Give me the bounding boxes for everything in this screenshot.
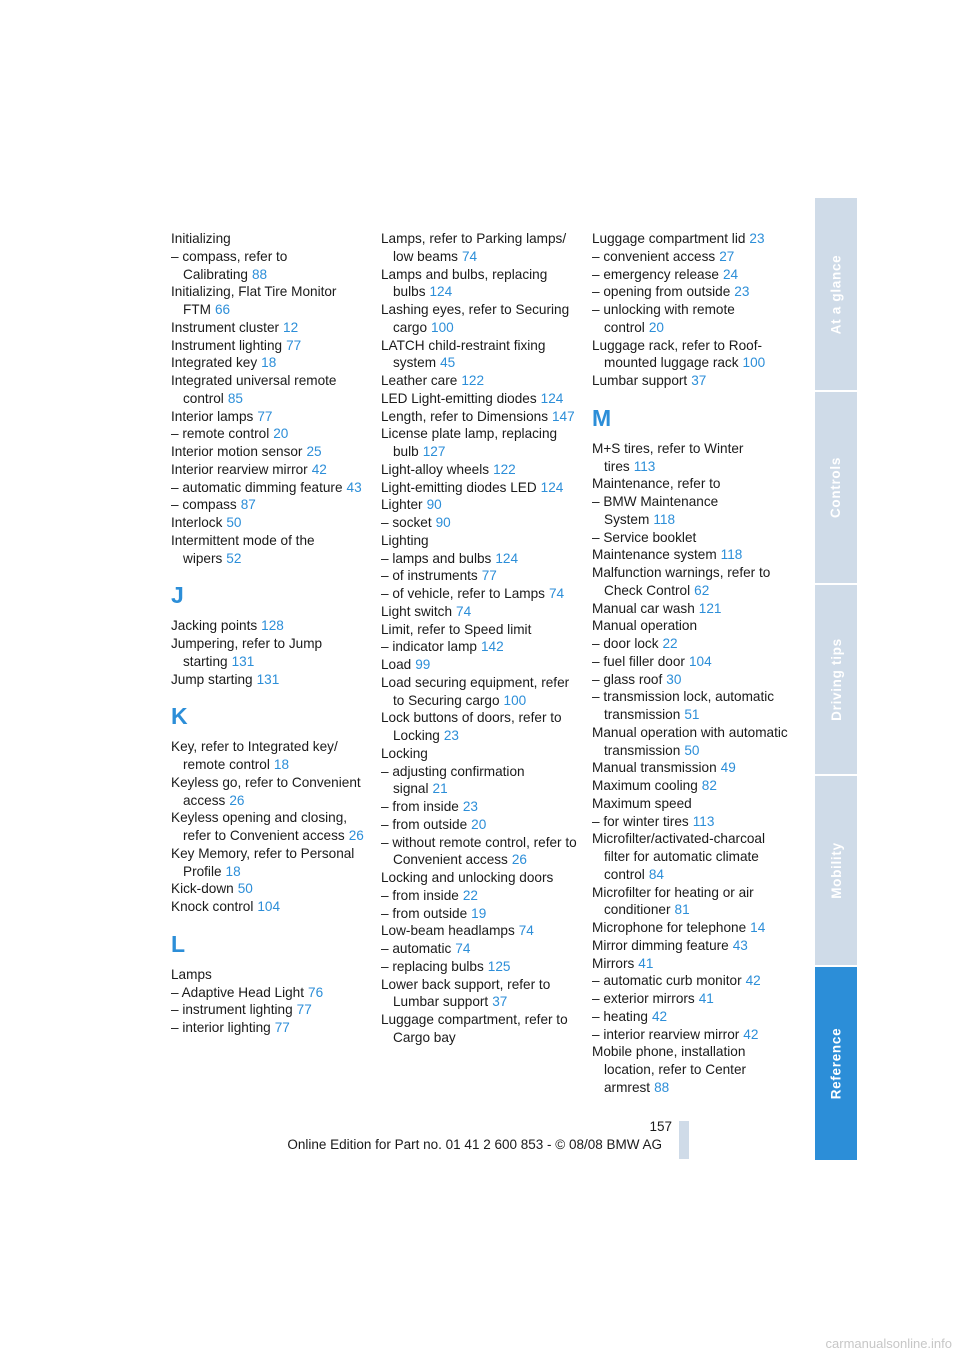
page-link[interactable]: 41: [638, 955, 654, 971]
index-term: Mobile phone, installation location, refer to Center armrest: [592, 1044, 747, 1095]
page-link[interactable]: 74: [548, 586, 565, 601]
tab-reference[interactable]: Reference: [815, 967, 857, 1160]
page-link[interactable]: 50: [226, 515, 242, 530]
page-link[interactable]: 22: [662, 636, 678, 651]
index-entry: [592, 248, 788, 266]
index-term: Light switch: [381, 603, 453, 619]
index-term: – instrument lighting: [171, 1002, 293, 1018]
index-entry: [381, 1011, 577, 1047]
page-link[interactable]: 85: [227, 390, 243, 406]
index-term: Lower back support, refer to Lumbar support: [381, 976, 551, 1010]
index-entry: [592, 813, 788, 831]
index-entry: [592, 529, 788, 547]
index-entry: [171, 1001, 367, 1019]
index-entry: [592, 919, 788, 937]
index-entry: [171, 230, 367, 248]
index-term: Jacking points: [171, 618, 258, 634]
page-link[interactable]: 42: [311, 461, 327, 477]
index-term: Load securing equipment, refer to Securing cargo: [381, 674, 570, 708]
index-entry: [381, 798, 577, 816]
page-link[interactable]: 128: [261, 618, 284, 634]
index-entry: [171, 1019, 367, 1037]
tab-mobility[interactable]: Mobility: [815, 776, 857, 965]
index-term: – emergency release: [592, 266, 719, 282]
index-term: Maximum cooling: [592, 778, 698, 793]
index-term: Lamps, refer to Parking lamps/ low beams: [381, 231, 567, 264]
index-term: Manual car wash: [592, 600, 695, 616]
page-link[interactable]: 77: [274, 1020, 290, 1035]
index-entry: [171, 635, 367, 671]
page-link[interactable]: 142: [480, 639, 504, 655]
page-link[interactable]: 19: [471, 905, 487, 921]
page-link[interactable]: 42: [651, 1008, 668, 1024]
index-term: Knock control: [171, 899, 254, 914]
index-entry: [171, 372, 367, 408]
index-entry: [381, 621, 577, 639]
index-term: – exterior mirrors: [592, 991, 695, 1006]
index-entry: [381, 337, 577, 373]
index-entry: [592, 1043, 788, 1096]
page-link[interactable]: 74: [456, 603, 472, 619]
index-term: – heating: [592, 1008, 648, 1024]
index-term: Maintenance, refer to: [592, 476, 721, 492]
page-link[interactable]: 50: [684, 742, 700, 758]
page-link[interactable]: 76: [308, 984, 324, 1000]
index-term: Microfilter/activated-charcoal filter for automatic climate control: [592, 831, 766, 882]
section-letter: M: [592, 404, 612, 431]
section-letter: J: [171, 582, 184, 609]
section-letter: K: [171, 703, 188, 730]
page-link[interactable]: 90: [435, 515, 451, 530]
index-term: Lashing eyes, refer to Securing cargo: [381, 302, 570, 335]
index-entry: [381, 301, 577, 337]
page-link[interactable]: 124: [540, 479, 564, 495]
index-term: Locking and unlocking doors: [381, 870, 554, 885]
index-entry: [381, 603, 577, 621]
page-link[interactable]: 62: [694, 582, 710, 598]
index-entry: [592, 635, 788, 653]
index-term: – compass: [171, 497, 237, 513]
index-term: Interlock: [171, 515, 223, 530]
index-entry: [171, 461, 367, 479]
index-term: – of instruments: [381, 568, 478, 584]
index-entry: [171, 443, 367, 461]
index-term: Initializing, Flat Tire Monitor FTM: [171, 284, 337, 317]
page-link[interactable]: 51: [684, 707, 700, 722]
index-term: – from inside: [381, 799, 459, 814]
index-term: License plate lamp, replacing bulb: [381, 426, 558, 459]
page-link[interactable]: 81: [674, 902, 690, 918]
index-term: – compass, refer to Calibrating: [171, 248, 288, 282]
index-term: Lamps and bulbs, replacing bulbs: [381, 266, 548, 300]
index-entry: [171, 532, 367, 568]
index-entry: [171, 774, 367, 810]
index-term: – replacing bulbs: [381, 958, 484, 974]
index-entry: [171, 738, 367, 774]
index-term: Jump starting: [171, 671, 253, 687]
index-term: – from outside: [381, 816, 468, 832]
index-entry: [171, 898, 367, 916]
index-term: Maintenance system: [592, 547, 717, 563]
index-entry: [592, 688, 788, 724]
index-term: Manual operation with automatic transmission: [592, 724, 788, 758]
index-entry: [381, 834, 577, 870]
page-link[interactable]: 87: [240, 497, 256, 513]
index-term: Malfunction warnings, refer to Check Control: [592, 565, 771, 598]
index-entry: [171, 283, 367, 319]
index-term: – glass roof: [592, 671, 663, 687]
index-term: Integrated universal remote control: [171, 373, 337, 406]
index-term: – from inside: [381, 887, 459, 903]
page-link[interactable]: 88: [251, 266, 268, 282]
index-entry: [592, 724, 788, 760]
page-number-bar: [679, 1121, 689, 1159]
page-link[interactable]: 127: [422, 444, 446, 459]
page-link[interactable]: 125: [487, 958, 511, 974]
page-link[interactable]: 104: [257, 899, 281, 914]
index-term: Interior lamps: [171, 408, 254, 424]
index-entry: [592, 990, 788, 1008]
index-entry: [381, 372, 577, 390]
page-link[interactable]: 100: [503, 692, 527, 708]
index-term: Lumbar support: [592, 373, 688, 388]
index-term: – remote control: [171, 426, 270, 442]
index-term: Leather care: [381, 373, 458, 388]
index-term: Interior motion sensor: [171, 444, 303, 459]
index-term: Maximum speed: [592, 795, 692, 811]
index-term: Lamps: [171, 966, 212, 982]
index-term: – opening from outside: [592, 284, 731, 300]
index-term: – socket: [381, 515, 432, 530]
index-entry: [592, 266, 788, 284]
page-link[interactable]: 124: [540, 390, 564, 406]
index-column-3: [592, 230, 788, 1097]
index-entry: [171, 880, 367, 898]
page-link[interactable]: 100: [742, 355, 766, 371]
index-entry: [381, 816, 577, 834]
index-term: Integrated key: [171, 355, 258, 371]
index-entry: [381, 674, 577, 710]
index-entry: [381, 425, 577, 461]
index-term: Limit, refer to Speed limit: [381, 621, 532, 637]
page-link[interactable]: 82: [701, 778, 717, 793]
index-term: Initializing: [171, 231, 231, 246]
index-entry: [381, 567, 577, 585]
index-entry: [171, 984, 367, 1002]
page-link[interactable]: 113: [692, 813, 715, 829]
index-term: Mirror dimming feature: [592, 937, 729, 953]
page-link[interactable]: 12: [283, 319, 299, 335]
index-term: Instrument lighting: [171, 337, 283, 353]
page-link[interactable]: 18: [225, 863, 241, 879]
index-term: Luggage compartment lid: [592, 231, 746, 246]
page-link[interactable]: 21: [432, 781, 448, 797]
index-entry: [381, 922, 577, 940]
index-entry: [381, 390, 577, 408]
page-link[interactable]: 118: [720, 547, 743, 563]
index-entry: [592, 475, 788, 493]
index-entry: [381, 532, 577, 550]
index-column-2: [381, 230, 577, 1047]
index-entry: [592, 564, 788, 600]
page-link[interactable]: 26: [511, 852, 527, 868]
page-link[interactable]: 121: [698, 600, 722, 616]
index-entry: [171, 671, 367, 689]
page-link[interactable]: 100: [431, 319, 454, 335]
watermark: carmanualsonline.info: [825, 1336, 952, 1351]
page-link[interactable]: 18: [273, 757, 290, 772]
index-entry: [381, 496, 577, 514]
index-entry: [592, 1026, 788, 1044]
index-entry: [381, 976, 577, 1012]
page-link[interactable]: 23: [462, 799, 478, 814]
index-term: – for winter tires: [592, 813, 689, 829]
index-entry: [592, 230, 788, 248]
index-entry: [381, 585, 577, 603]
index-entry: [381, 869, 577, 887]
page-link[interactable]: 26: [348, 828, 364, 843]
index-term: Instrument cluster: [171, 319, 280, 335]
chapter-tabs: [815, 198, 857, 1160]
index-entry: [592, 777, 788, 795]
index-entry: [592, 937, 788, 955]
page-link[interactable]: 74: [455, 941, 471, 956]
index-term: – automatic curb monitor: [592, 973, 742, 989]
index-term: – automatic dimming feature: [171, 479, 343, 495]
page-link[interactable]: 74: [461, 248, 478, 264]
index-entry: [592, 653, 788, 671]
index-term: Length, refer to Dimensions: [381, 408, 548, 424]
index-entry: [592, 337, 788, 373]
index-entry: [592, 301, 788, 337]
index-entry: [381, 230, 577, 266]
index-column-1: [171, 230, 367, 1037]
page-link[interactable]: 49: [720, 760, 736, 776]
page-link[interactable]: 52: [226, 550, 242, 566]
page-link[interactable]: 88: [654, 1079, 670, 1095]
index-term: M+S tires, refer to Winter tires: [592, 440, 744, 474]
index-entry: [592, 795, 788, 813]
index-term: – without remote control, refer to Convenient access: [381, 834, 577, 868]
page-link[interactable]: 23: [443, 728, 459, 743]
page-link[interactable]: 42: [745, 973, 761, 989]
index-entry: [381, 905, 577, 923]
page-link[interactable]: 14: [750, 920, 766, 935]
index-term: Kick-down: [171, 881, 234, 897]
page-link[interactable]: 147: [552, 408, 575, 424]
tab-controls[interactable]: Controls: [815, 392, 857, 583]
index-entry: [171, 408, 367, 426]
index-term: – adjusting confirmation signal: [381, 763, 525, 797]
index-term: – door lock: [592, 636, 659, 651]
index-term: – from outside: [381, 905, 468, 921]
index-entry: [592, 372, 788, 390]
index-entry: [381, 887, 577, 905]
page-link[interactable]: 22: [462, 887, 478, 903]
index-entry: [592, 955, 788, 973]
page-link[interactable]: 20: [648, 319, 664, 335]
page-link[interactable]: 41: [698, 991, 714, 1006]
page-link[interactable]: 26: [229, 792, 245, 808]
index-term: Lock buttons of doors, refer to Locking: [381, 710, 562, 743]
page-number: 157: [649, 1119, 672, 1134]
page-link[interactable]: 90: [426, 497, 442, 513]
index-term: – interior rearview mirror: [592, 1026, 740, 1042]
index-term: – of vehicle, refer to Lamps: [381, 586, 545, 601]
index-entry: [171, 425, 367, 443]
index-entry: [381, 550, 577, 568]
page-link[interactable]: 77: [257, 408, 273, 424]
index-term: LED Light-emitting diodes: [381, 390, 537, 406]
index-entry: [592, 671, 788, 689]
page-link[interactable]: 23: [734, 284, 750, 300]
index-entry: [592, 546, 788, 564]
index-term: – transmission lock, automatic transmission: [592, 689, 775, 722]
page-link[interactable]: 23: [749, 231, 765, 246]
index-term: Manual operation: [592, 618, 698, 634]
index-term: Keyless go, refer to Convenient access: [171, 774, 361, 808]
page-link[interactable]: 77: [286, 337, 302, 353]
index-entry: [171, 248, 367, 284]
index-entry: [592, 830, 788, 883]
index-entry: [381, 656, 577, 674]
index-entry: [592, 884, 788, 920]
index-entry: [171, 319, 367, 337]
index-term: Light-emitting diodes LED: [381, 479, 537, 495]
page-link[interactable]: 24: [722, 266, 739, 282]
index-term: Light-alloy wheels: [381, 461, 490, 477]
index-term: LATCH child-restraint fixing system: [381, 337, 546, 371]
index-term: – Service booklet: [592, 529, 697, 545]
index-term: Key Memory, refer to Personal Profile: [171, 845, 355, 879]
tab-driving-tips[interactable]: Driving tips: [815, 585, 857, 774]
page-link[interactable]: 77: [296, 1002, 312, 1018]
index-entry: [171, 337, 367, 355]
index-term: – lamps and bulbs: [381, 550, 492, 566]
index-entry: [592, 972, 788, 990]
page-link[interactable]: 37: [691, 373, 707, 388]
index-term: Luggage compartment, refer to Cargo bay: [381, 1012, 568, 1045]
index-entry: [381, 940, 577, 958]
page-link[interactable]: 124: [495, 550, 519, 566]
index-term: Intermittent mode of the wipers: [171, 532, 315, 566]
footer-text: Online Edition for Part no. 01 41 2 600 853 - © 08/08 BMW AG: [287, 1137, 662, 1152]
index-entry: [171, 809, 367, 845]
index-term: Jumpering, refer to Jump starting: [171, 636, 323, 669]
index-entry: [171, 514, 367, 532]
page-link[interactable]: 122: [461, 373, 485, 388]
index-entry: [171, 496, 367, 514]
index-entry: [381, 958, 577, 976]
index-term: Lighter: [381, 497, 423, 513]
index-term: – Adaptive Head Light: [171, 984, 305, 1000]
page-link[interactable]: 20: [471, 816, 487, 832]
page-link[interactable]: 131: [231, 653, 255, 669]
page-link[interactable]: 99: [415, 657, 431, 672]
index-entry: [381, 408, 577, 426]
tab-at-a-glance[interactable]: At a glance: [815, 198, 857, 390]
index-term: Keyless opening and closing, refer to Convenient access: [171, 810, 348, 843]
index-entry: [381, 709, 577, 745]
index-term: Manual transmission: [592, 760, 717, 776]
index-term: – automatic: [381, 941, 452, 956]
index-entry: [381, 461, 577, 479]
index-term: – interior lighting: [171, 1020, 271, 1035]
page-link[interactable]: 131: [256, 671, 280, 687]
page-link[interactable]: 84: [648, 866, 664, 882]
page-link[interactable]: 27: [719, 248, 735, 264]
page-link[interactable]: 42: [743, 1026, 759, 1042]
page-link[interactable]: 43: [346, 479, 362, 495]
index-term: – unlocking with remote control: [592, 302, 735, 335]
page-link[interactable]: 66: [214, 302, 231, 317]
page-link[interactable]: 25: [306, 444, 322, 459]
index-entry: [171, 845, 367, 881]
page-link[interactable]: 45: [440, 355, 456, 371]
page-link[interactable]: 50: [237, 881, 253, 897]
index-entry: [381, 266, 577, 302]
index-entry: [381, 638, 577, 656]
index-term: – indicator lamp: [381, 639, 477, 655]
index-entry: [171, 617, 367, 635]
index-term: Low-beam headlamps: [381, 923, 515, 939]
index-entry: [381, 479, 577, 497]
page-link[interactable]: 20: [273, 426, 289, 442]
index-entry: [592, 440, 788, 476]
index-term: – BMW Maintenance System: [592, 494, 719, 527]
index-term: Luggage rack, refer to Roof-mounted luggage rack: [592, 337, 763, 371]
page-link[interactable]: 37: [492, 994, 508, 1010]
index-entry: [171, 479, 367, 497]
page-link[interactable]: 43: [732, 937, 748, 953]
index-term: – fuel filler door: [592, 653, 685, 669]
page-link[interactable]: 118: [653, 511, 675, 527]
index-entry: [592, 283, 788, 301]
page-link[interactable]: 18: [261, 355, 277, 371]
index-entry: [592, 759, 788, 777]
index-entry: [592, 600, 788, 618]
index-term: Locking: [381, 745, 428, 761]
page-link[interactable]: 77: [481, 568, 497, 584]
index-entry: [592, 617, 788, 635]
index-entry: [381, 763, 577, 799]
page-link[interactable]: 113: [633, 458, 656, 474]
index-term: Mirrors: [592, 955, 635, 971]
index-term: Lighting: [381, 532, 429, 548]
index-entry: [381, 745, 577, 763]
page-link[interactable]: 30: [666, 671, 682, 687]
index-entry: [592, 1008, 788, 1026]
page-link[interactable]: 74: [518, 923, 534, 939]
page-link[interactable]: 122: [493, 461, 516, 477]
index-term: Load: [381, 657, 412, 672]
index-term: Microfilter for heating or air conditioner: [592, 884, 754, 918]
section-letter: L: [171, 930, 186, 957]
index-entry: [592, 493, 788, 529]
page-link[interactable]: 104: [688, 653, 712, 669]
index-entry: [171, 966, 367, 984]
page-link[interactable]: 124: [429, 284, 453, 300]
index-entry: [171, 354, 367, 372]
index-entry: [381, 514, 577, 532]
index-term: Interior rearview mirror: [171, 461, 308, 477]
index-term: Microphone for telephone: [592, 920, 747, 935]
index-term: Key, refer to Integrated key/ remote control: [171, 739, 338, 772]
index-term: – convenient access: [592, 248, 716, 264]
